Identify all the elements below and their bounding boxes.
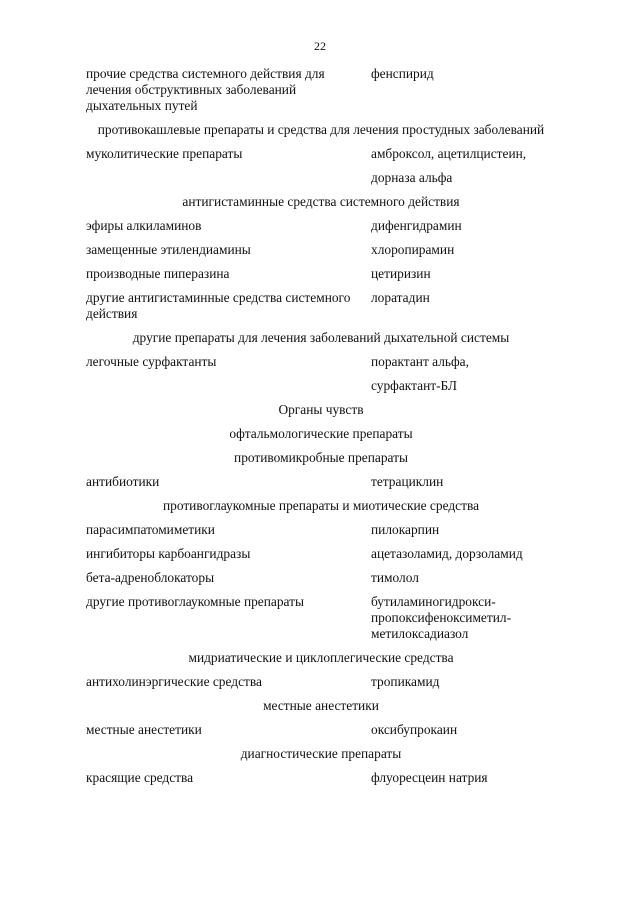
drug-name: порактант альфа, bbox=[371, 354, 469, 369]
drug-group-label: производные пиперазина bbox=[86, 266, 230, 281]
drug-name: хлоропирамин bbox=[371, 242, 455, 257]
drug-name: ацетазоламид, дорзоламид bbox=[371, 546, 523, 561]
section-heading: диагностические препараты bbox=[240, 746, 402, 761]
list-row bbox=[86, 474, 556, 490]
list-row bbox=[86, 354, 556, 370]
section-heading: Органы чувств bbox=[278, 402, 364, 417]
section-heading: офтальмологические препараты bbox=[229, 426, 413, 441]
list-row bbox=[86, 570, 556, 586]
section-heading: мидриатические и циклоплегические средства bbox=[188, 650, 454, 665]
section-heading: противокашлевые препараты и средства для лечения простудных заболеваний bbox=[97, 122, 545, 137]
drug-name: амброксол, ацетилцистеин, bbox=[371, 146, 527, 161]
list-row bbox=[86, 170, 556, 186]
drug-name: цетиризин bbox=[371, 266, 431, 281]
list-row bbox=[86, 722, 556, 738]
drug-name: оксибупрокаин bbox=[371, 722, 458, 737]
drug-list-content bbox=[86, 66, 556, 794]
list-row bbox=[86, 378, 556, 394]
drug-name: фенспирид bbox=[371, 66, 434, 81]
drug-group-label: бета-адреноблокаторы bbox=[86, 570, 215, 585]
drug-name: флуоресцеин натрия bbox=[371, 770, 488, 785]
section-heading: местные анестетики bbox=[263, 698, 379, 713]
list-row bbox=[86, 146, 556, 162]
drug-group-label: эфиры алкиламинов bbox=[86, 218, 202, 233]
list-row bbox=[86, 266, 556, 282]
drug-name: дорназа альфа bbox=[371, 170, 453, 185]
drug-group-label: антибиотики bbox=[86, 474, 160, 489]
drug-name: тетрациклин bbox=[371, 474, 444, 489]
section-heading: противомикробные препараты bbox=[234, 450, 408, 465]
list-row bbox=[86, 546, 556, 562]
drug-name: бутиламиногидрокси-пропоксифеноксиметил-метилоксадиазол bbox=[371, 594, 512, 641]
list-row bbox=[86, 522, 556, 538]
section-heading: антигистаминные средства системного действия bbox=[182, 194, 460, 209]
drug-group-label: красящие средства bbox=[86, 770, 194, 785]
drug-group-label: местные анестетики bbox=[86, 722, 202, 737]
drug-group-label: муколитические препараты bbox=[86, 146, 243, 161]
section-heading: противоглаукомные препараты и миотические средства bbox=[162, 498, 480, 513]
list-row bbox=[86, 290, 556, 322]
drug-name: лоратадин bbox=[371, 290, 430, 305]
drug-name: дифенгидрамин bbox=[371, 218, 462, 233]
list-row bbox=[86, 594, 556, 642]
drug-group-label: замещенные этилендиамины bbox=[86, 242, 251, 257]
drug-name: тимолол bbox=[371, 570, 419, 585]
list-row bbox=[86, 66, 556, 114]
page-number: 22 bbox=[314, 39, 326, 53]
list-row bbox=[86, 242, 556, 258]
drug-group-label: прочие средства системного действия для лечения обструктивных заболеваний дыхательных путей bbox=[86, 66, 325, 113]
section-heading: другие препараты для лечения заболеваний дыхательной системы bbox=[132, 330, 510, 345]
drug-name: тропикамид bbox=[371, 674, 440, 689]
list-row bbox=[86, 218, 556, 234]
list-row bbox=[86, 674, 556, 690]
drug-name: пилокарпин bbox=[371, 522, 440, 537]
drug-name: сурфактант-БЛ bbox=[371, 378, 457, 393]
drug-group-label: ингибиторы карбоангидразы bbox=[86, 546, 251, 561]
list-row bbox=[86, 770, 556, 786]
drug-group-label: антихолинэргические средства bbox=[86, 674, 262, 689]
drug-group-label: другие противоглаукомные препараты bbox=[86, 594, 305, 609]
drug-group-label: легочные сурфактанты bbox=[86, 354, 217, 369]
drug-group-label: другие антигистаминные средства системного действия bbox=[86, 290, 351, 321]
drug-group-label: парасимпатомиметики bbox=[86, 522, 215, 537]
